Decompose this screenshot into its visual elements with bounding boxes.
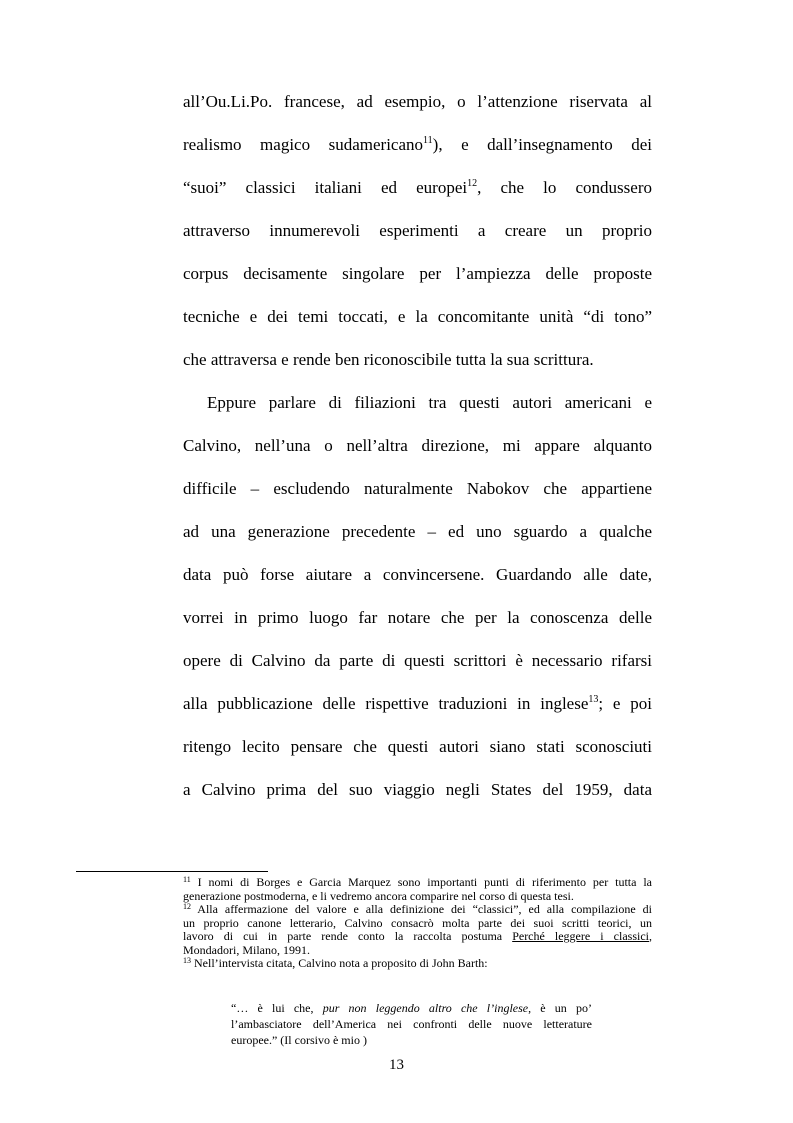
text-line: vorrei in primo luogo far notare che per la conoscenza delle [183,608,652,627]
main-text [183,80,652,811]
quote-line: l’ambasciatore dell’America nei confronti delle nuove letterature [231,1017,592,1031]
text-line: Calvino, nell’una o nell’altra direzione, mi appare alquanto [183,436,652,455]
footnote-ref-13: 13 [588,694,599,705]
text-line: attraverso innumerevoli esperimenti a creare un proprio [183,221,652,240]
footnote-separator [76,871,268,872]
footnote-11-line: generazione postmoderna, e li vedremo ancora comparire nel corso di questa tesi. [183,888,574,903]
italic-phrase: pur non leggendo altro che l’inglese [322,1001,529,1015]
book-title: Perché leggere i classici [512,929,649,943]
footnotes [183,876,652,971]
text-line: Eppure parlare di filiazioni tra questi autori americani e [207,393,652,412]
footnote-12-line: Mondadori, Milano, 1991. [183,942,310,957]
quote-line: europee.” (Il corsivo è mio ) [231,1033,367,1047]
text-line: data può forse aiutare a convincersene. Guardando alle date, [183,565,652,584]
text-line: “suoi” classici italiani ed europei$^{12}$, che lo condussero [183,178,652,197]
text-line: alla pubblicazione delle rispettive traduzioni in inglese$^{13}$; e poi [183,694,652,713]
text-line: difficile – escludendo naturalmente Nabokov che appartiene [183,479,652,498]
text-line: ritengo lecito pensare che questi autori siano stati sconosciuti [183,737,652,756]
text-line: che attraversa e rende ben riconoscibile tutta la sua scrittura. [183,350,594,369]
footnote-11-line: $^{11}$ I nomi di Borges e Garcia Marquez sono importanti punti di riferimento per tutta la [183,875,653,889]
text-line: all’Ou.Li.Po. francese, ad esempio, o l’attenzione riservata al [183,92,652,111]
text-line: realismo magico sudamericano$^{11}$), e dall’insegnamento dei [183,135,652,154]
text-line: ad una generazione precedente – ed uno sguardo a qualche [183,522,652,541]
footnote-12-line: lavoro di cui in parte rende conto la raccolta postuma Perché leggere i classici, [183,929,652,943]
text-line: a Calvino prima del suo viaggio negli States del 1959, data [183,780,652,799]
footnote-13-line: $^{13}$ Nell’intervista citata, Calvino nota a proposito di John Barth: [183,956,488,970]
footnote-ref-12: 12 [467,178,478,189]
footnote-12-line: $^{12}$ Alla affermazione del valore e alla definizione dei “classici”, ed alla compilazione di [183,902,652,916]
footnote-ref-11: 11 [423,135,433,146]
page-number: 13 [389,1057,404,1073]
text-line: tecniche e dei temi toccati, e la concomitante unità “di tono” [183,307,652,326]
quote-line: “… è lui che, pur non leggendo altro che l’inglese, è un po’ [231,1001,592,1015]
footnote-12-line: un proprio canone letterario, Calvino consacrò molta parte dei suoi scritti teorici, un [183,915,652,930]
block-quote [231,1000,592,1048]
text-line: corpus decisamente singolare per l’ampiezza delle proposte [183,264,652,283]
text-line: opere di Calvino da parte di questi scrittori è necessario rifarsi [183,651,652,670]
